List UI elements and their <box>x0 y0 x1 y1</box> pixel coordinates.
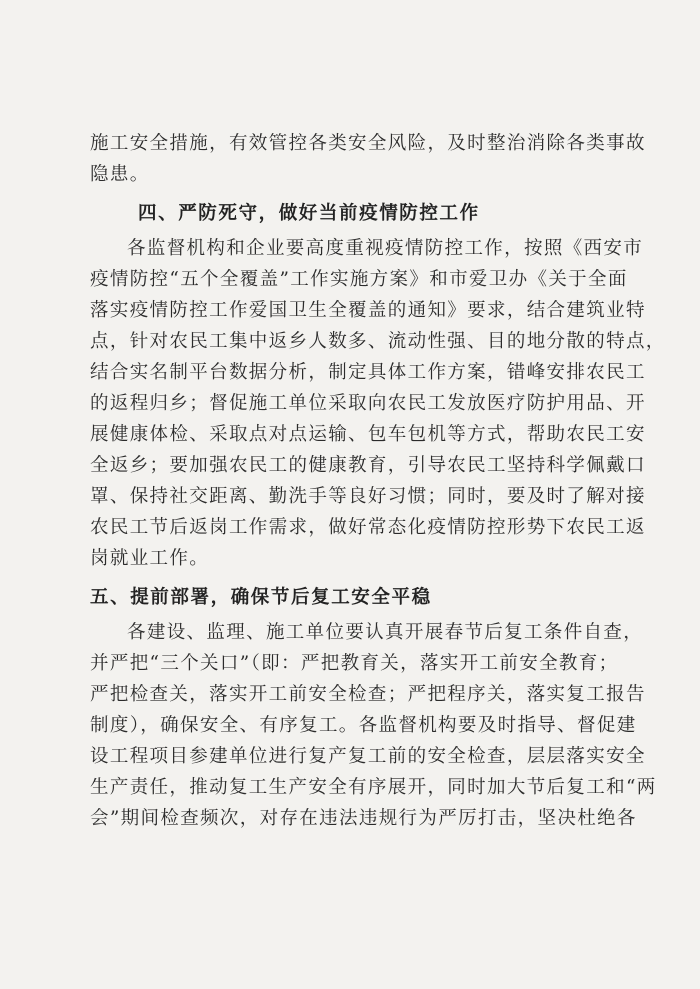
body-text-line: 落实疫情防控工作爱国卫生全覆盖的通知》要求，结合建筑业特 <box>90 300 646 321</box>
body-text-line: 并严把“三个关口”（即：严把教育关，落实开工前安全教育； <box>90 653 619 674</box>
body-text-line: 疫情防控“五个全覆盖”工作实施方案》和市爱卫办《关于全面 <box>90 269 628 290</box>
section-heading-5: 五、提前部署，确保节后复工安全平稳 <box>90 587 432 608</box>
body-text-line: 岗就业工作。 <box>90 548 210 569</box>
body-text-line: 的返程归乡；督促施工单位采取向农民工发放医疗防护用品、开 <box>90 393 646 414</box>
body-text-line: 严把检查关，落实开工前安全检查；严把程序关，落实复工报告 <box>90 684 646 705</box>
section-heading-4: 四、严防死守，做好当前疫情防控工作 <box>138 203 480 224</box>
paragraph-first-line: 各建设、监理、施工单位要认真开展春节后复工条件自查， <box>127 622 644 643</box>
body-text-line: 生产责任，推动复工生产安全有序展开，同时加大节后复工和“两 <box>90 777 657 798</box>
body-text-line: 罩、保持社交距离、勤洗手等良好习惯；同时，要及时了解对接 <box>90 486 646 507</box>
body-text-line: 农民工节后返岗工作需求，做好常态化疫情防控形势下农民工返 <box>90 517 646 538</box>
body-text-line: 全返乡；要加强农民工的健康教育，引导农民工坚持科学佩戴口 <box>90 455 646 476</box>
body-text-line: 点，针对农民工集中返乡人数多、流动性强、目的地分散的特点， <box>90 331 666 352</box>
document-body <box>90 128 666 834</box>
body-text-line: 会”期间检查频次，对存在违法违规行为严厉打击，坚决杜绝各 <box>90 808 637 829</box>
body-text-line: 展健康体检、采取点对点运输、包车包机等方式，帮助农民工安 <box>90 424 646 445</box>
body-text-line: 施工安全措施，有效管控各类安全风险，及时整治消除各类事故 <box>90 133 646 154</box>
body-text-line: 制度），确保安全、有序复工。各监督机构要及时指导、督促建 <box>90 715 637 736</box>
body-text-line: 设工程项目参建单位进行复产复工前的安全检查，层层落实安全 <box>90 746 646 767</box>
body-text-line: 结合实名制平台数据分析，制定具体工作方案，错峰安排农民工 <box>90 362 646 383</box>
body-text-line: 隐患。 <box>90 164 150 185</box>
paragraph-first-line: 各监督机构和企业要高度重视疫情防控工作，按照《西安市 <box>127 238 644 259</box>
